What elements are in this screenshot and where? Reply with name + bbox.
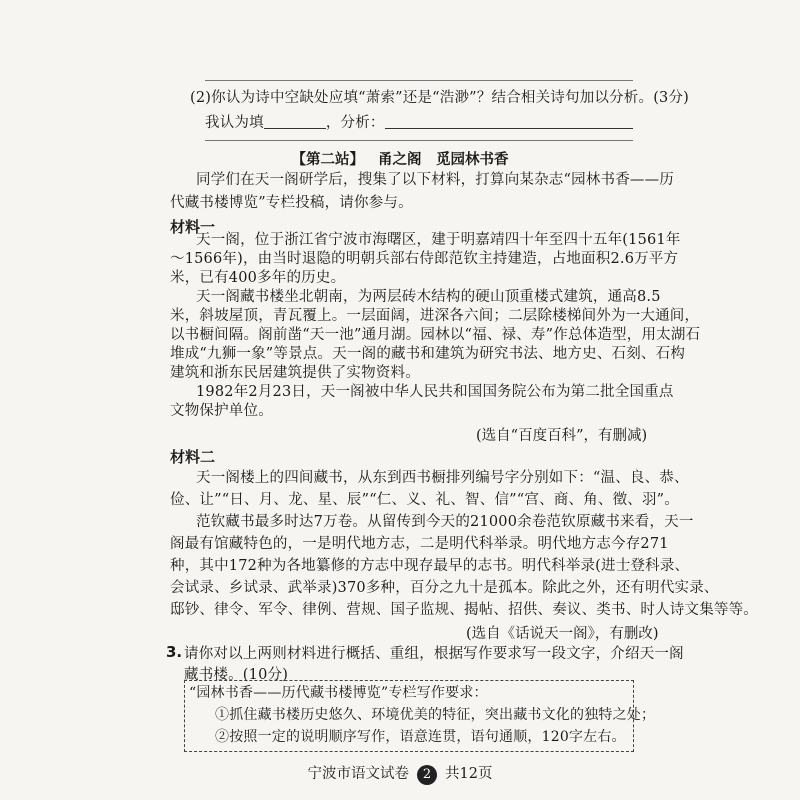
- material-1-line: 天一阁藏书楼坐北朝南，为两层砖木结构的硬山顶重楼式建筑，通高8.5: [196, 289, 661, 305]
- material-2-line: 俭、让”“日、月、龙、星、辰”“仁、义、礼、智、信”“宫、商、角、徵、羽”。: [170, 492, 679, 508]
- requirements-box: [184, 680, 656, 752]
- station-tag: 【第二站】: [291, 152, 364, 168]
- intro-line: 代藏书楼博览”专栏投稿，请你参与。: [170, 195, 413, 211]
- material-2-source: (选自《话说天一阁》，有删改): [466, 626, 659, 642]
- material-1-line: 天一阁，位于浙江省宁波市海曙区，建于明嘉靖四十年至四十五年(1561年: [196, 232, 681, 248]
- material-1-label: 材料一: [170, 218, 216, 236]
- material-1-line: 米，已有400多年的历史。: [170, 270, 346, 286]
- footer-title: 宁波市语文试卷: [307, 766, 410, 782]
- material-1-line: 以书橱间隔。阁前凿“天一池”通月湖。园林以“福、禄、寿”作总体造型，用太湖石: [170, 327, 701, 343]
- material-2-line: 天一阁楼上的四间藏书，从东到西书橱排列编号字分别如下：“温、良、恭、: [196, 470, 689, 486]
- material-1-source: (选自“百度百科”，有删减): [476, 428, 648, 444]
- material-1-line: 堆成“九狮一象”等景点。天一阁的藏书和建筑为研究书法、地方史、石刻、石构: [170, 346, 686, 362]
- fill-blank[interactable]: [264, 114, 326, 129]
- station-name: 甬之阁 觅园林书香: [378, 152, 509, 168]
- intro-line: 同学们在天一阁研学后，搜集了以下材料，打算向某杂志“园林书香——历: [196, 172, 675, 188]
- material-1-line: 建筑和浙东民居建筑提供了实物资料。: [170, 365, 420, 381]
- requirement-item: ②按照一定的说明顺序写作，语意连贯，语句通顺，120字左右。: [215, 729, 626, 745]
- material-1-line: 米，斜坡屋顶，青瓦覆上。一层面阔，进深各六间；二层除楼梯间外为一大通间，: [170, 308, 700, 324]
- material-2-line: 种，其中172种为各地纂修的方志中现存最早的志书。明代科举录(进士登科录、: [170, 558, 690, 574]
- question-3-number: 3.: [166, 643, 183, 661]
- footer-total: 共12页: [445, 766, 493, 782]
- material-2-line: 范钦藏书最多时达7万卷。从留传到今天的21000余卷范钦原藏书来看，天一: [196, 514, 694, 530]
- material-2-line: 阁最有馆藏特色的，一是明代地方志，二是明代科举录。明代地方志今存271: [170, 536, 669, 552]
- question-2-prompt: (2)你认为诗中空缺处应填“萧索”还是“浩渺”？结合相关诗句加以分析。(3分): [190, 90, 690, 106]
- question-3-line: 请你对以上两则材料进行概括、重组，根据写作要求写一段文字，介绍天一阁: [184, 646, 684, 662]
- question-3-line: 藏书楼。(10分): [184, 667, 289, 683]
- section-title: [0, 148, 800, 169]
- page-number-badge: 2: [417, 765, 437, 785]
- material-1-line: 1982年2月23日，天一阁被中华人民共和国国务院公布为第二批全国重点: [196, 384, 674, 400]
- answer-prefix: 我认为填: [205, 115, 264, 131]
- material-1-line: ～1566年)，由当时退隐的明朝兵部右侍郎范钦主持建造，占地面积2.6万平方: [170, 251, 679, 267]
- analysis-blank[interactable]: [385, 114, 633, 129]
- answer-line: [205, 80, 633, 81]
- requirement-item: ①抓住藏书楼历史悠久、环境优美的特征，突出藏书文化的独特之处；: [215, 707, 656, 723]
- material-2-label: 材料二: [170, 448, 216, 466]
- page-footer: [0, 762, 800, 785]
- answer-line: [205, 140, 633, 141]
- material-1-line: 文物保护单位。: [170, 403, 273, 419]
- material-2-line: 邸钞、律令、军令、律例、营规、国子监规、揭帖、招供、奏议、类书、时人诗文集等等。: [170, 602, 758, 618]
- answer-mid: ，分析：: [325, 115, 385, 131]
- question-2-answer-line: [205, 113, 633, 133]
- material-2-line: 会试录、乡试录、武举录)370多种，百分之九十是孤本。除此之外，还有明代实录、: [170, 580, 719, 596]
- requirements-title: “园林书香——历代藏书楼博览”专栏写作要求：: [189, 685, 488, 701]
